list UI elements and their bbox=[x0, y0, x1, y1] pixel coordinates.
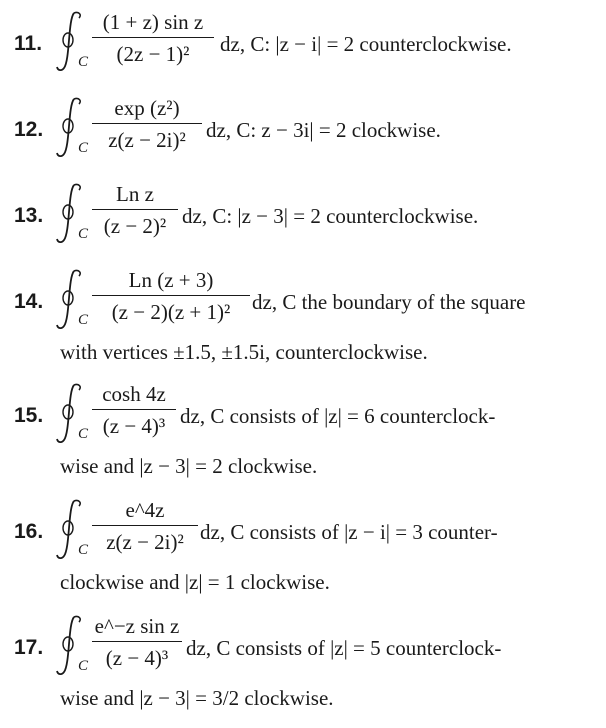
problem-tail: dz, C consists of |z − i| = 3 counter- bbox=[200, 520, 498, 544]
contour-label: C bbox=[78, 658, 89, 674]
fraction-bar bbox=[92, 37, 214, 38]
denominator: z(z − 2i)² bbox=[108, 128, 186, 152]
contour-label: C bbox=[78, 542, 89, 558]
denominator: (z − 4)³ bbox=[105, 646, 169, 670]
problem-number: 15. bbox=[14, 404, 44, 427]
fraction-bar bbox=[92, 641, 182, 642]
integrand-fraction bbox=[92, 96, 202, 152]
problem-continuation: wise and |z − 3| = 2 clockwise. bbox=[60, 454, 318, 478]
fraction-bar bbox=[92, 123, 202, 124]
numerator: exp (z²) bbox=[114, 96, 180, 120]
integrand-fraction bbox=[92, 268, 250, 324]
numerator: cosh 4z bbox=[102, 382, 166, 406]
integrand-fraction bbox=[92, 10, 214, 66]
fraction-bar bbox=[92, 209, 178, 210]
denominator: z(z − 2i)² bbox=[106, 530, 184, 554]
problem-continuation: with vertices ±1.5, ±1.5i, counterclockwise. bbox=[60, 340, 428, 364]
denominator: (2z − 1)² bbox=[116, 42, 190, 66]
denominator: (z − 4)³ bbox=[102, 414, 166, 438]
integrand-fraction bbox=[92, 382, 176, 438]
problem-tail: dz, C: z − 3i| = 2 clockwise. bbox=[206, 118, 441, 142]
numerator: Ln z bbox=[116, 182, 154, 206]
contour-label: C bbox=[78, 140, 89, 156]
problem-number: 12. bbox=[14, 118, 44, 141]
problem-continuation: clockwise and |z| = 1 clockwise. bbox=[60, 570, 330, 594]
fraction-bar bbox=[92, 409, 176, 410]
integrand-fraction bbox=[92, 498, 198, 554]
problem-tail: dz, C: |z − 3| = 2 counterclockwise. bbox=[182, 204, 479, 228]
numerator: (1 + z) sin z bbox=[102, 10, 204, 34]
fraction-bar bbox=[92, 525, 198, 526]
numerator: e^−z sin z bbox=[94, 614, 180, 638]
denominator: (z − 2)² bbox=[103, 214, 167, 238]
integrand-fraction bbox=[92, 182, 178, 238]
numerator: e^4z bbox=[125, 498, 165, 522]
problem-number: 16. bbox=[14, 520, 44, 543]
problem-tail: dz, C consists of |z| = 5 counterclock- bbox=[186, 636, 502, 660]
problem-tail: dz, C consists of |z| = 6 counterclock- bbox=[180, 404, 496, 428]
problem-continuation: wise and |z − 3| = 3/2 clockwise. bbox=[60, 686, 334, 710]
problem-number: 17. bbox=[14, 636, 44, 659]
integrand-fraction bbox=[92, 614, 182, 670]
problem-number: 13. bbox=[14, 204, 44, 227]
contour-label: C bbox=[78, 226, 89, 242]
problem-number: 11. bbox=[14, 32, 43, 55]
contour-label: C bbox=[78, 54, 89, 70]
problem-tail: dz, C: |z − i| = 2 counterclockwise. bbox=[220, 32, 512, 56]
problem-tail: dz, C the boundary of the square bbox=[252, 290, 526, 314]
contour-label: C bbox=[78, 426, 89, 442]
denominator: (z − 2)(z + 1)² bbox=[111, 300, 231, 324]
contour-label: C bbox=[78, 312, 89, 328]
numerator: Ln (z + 3) bbox=[128, 268, 214, 292]
fraction-bar bbox=[92, 295, 250, 296]
problem-number: 14. bbox=[14, 290, 44, 313]
